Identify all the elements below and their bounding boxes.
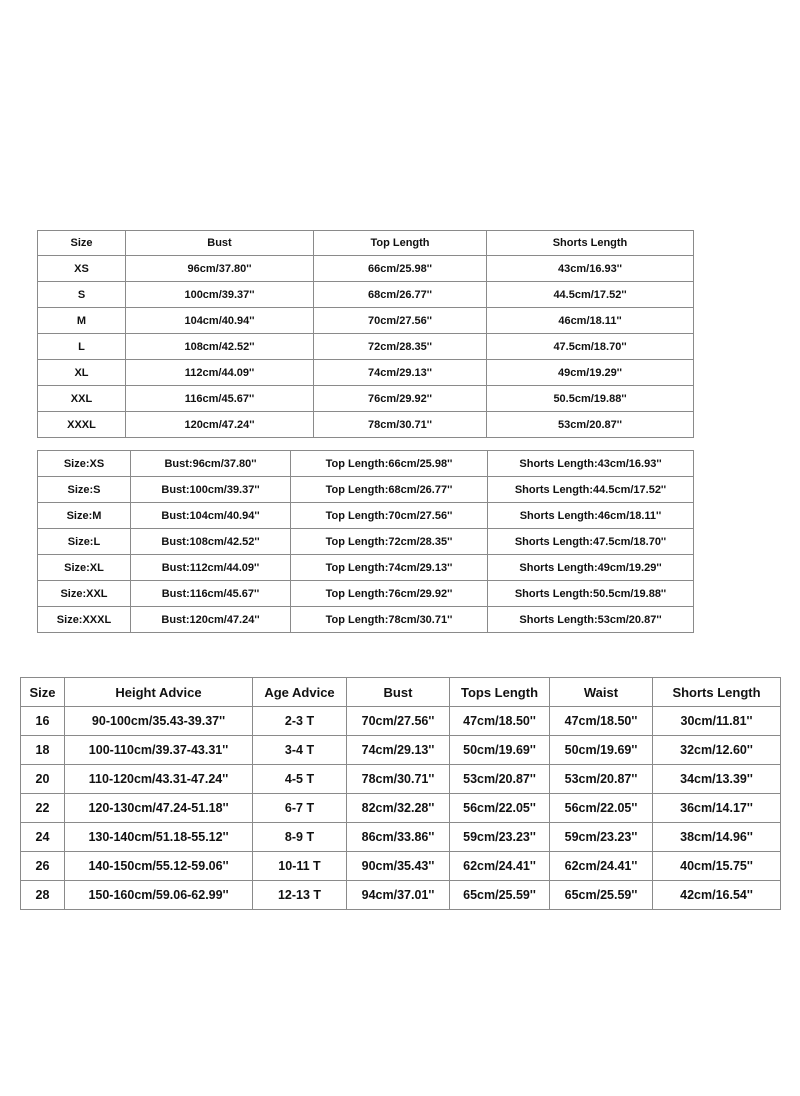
table-cell: Shorts Length:50.5cm/19.88'' xyxy=(488,581,694,607)
table-cell: 65cm/25.59'' xyxy=(450,881,550,910)
table-cell: 22 xyxy=(21,794,65,823)
header-cell: Size xyxy=(38,231,126,256)
table-row xyxy=(38,360,694,386)
header-cell: Bust xyxy=(126,231,314,256)
table-cell: Top Length:78cm/30.71'' xyxy=(291,607,488,633)
table-cell: 70cm/27.56'' xyxy=(314,308,487,334)
table-cell: L xyxy=(38,334,126,360)
header-cell: Waist xyxy=(550,678,653,707)
table-cell: 90cm/35.43'' xyxy=(347,852,450,881)
header-cell: Size xyxy=(21,678,65,707)
table-cell: Size:M xyxy=(38,503,131,529)
table-row xyxy=(38,555,694,581)
table-cell: 40cm/15.75'' xyxy=(653,852,781,881)
table-cell: Size:XL xyxy=(38,555,131,581)
table-row xyxy=(38,607,694,633)
table-cell: 4-5 T xyxy=(253,765,347,794)
table-row xyxy=(38,477,694,503)
table-cell: 78cm/30.71'' xyxy=(347,765,450,794)
table-cell: Top Length:76cm/29.92'' xyxy=(291,581,488,607)
table-cell: XXL xyxy=(38,386,126,412)
table-cell: XS xyxy=(38,256,126,282)
table-cell: 47cm/18.50'' xyxy=(550,707,653,736)
table-cell: 53cm/20.87'' xyxy=(550,765,653,794)
table-cell: 72cm/28.35'' xyxy=(314,334,487,360)
table-cell: Top Length:68cm/26.77'' xyxy=(291,477,488,503)
header-cell: Age Advice xyxy=(253,678,347,707)
table-cell: Top Length:74cm/29.13'' xyxy=(291,555,488,581)
table-row xyxy=(38,386,694,412)
adult-labeled-size-table xyxy=(37,450,694,633)
table-cell: 38cm/14.96'' xyxy=(653,823,781,852)
table-cell: XXXL xyxy=(38,412,126,438)
table-cell: Shorts Length:49cm/19.29'' xyxy=(488,555,694,581)
table-cell: 43cm/16.93'' xyxy=(487,256,694,282)
table-cell: Bust:112cm/44.09'' xyxy=(131,555,291,581)
table-row xyxy=(21,852,781,881)
header-cell: Tops Length xyxy=(450,678,550,707)
table-cell: 56cm/22.05'' xyxy=(550,794,653,823)
table-cell: 150-160cm/59.06-62.99'' xyxy=(65,881,253,910)
table-cell: 24 xyxy=(21,823,65,852)
table-cell: 28 xyxy=(21,881,65,910)
table-cell: 56cm/22.05'' xyxy=(450,794,550,823)
table-row xyxy=(21,736,781,765)
table-cell: Top Length:66cm/25.98'' xyxy=(291,451,488,477)
table-cell: 74cm/29.13'' xyxy=(347,736,450,765)
table-cell: 50cm/19.69'' xyxy=(450,736,550,765)
table-cell: 120-130cm/47.24-51.18'' xyxy=(65,794,253,823)
table-cell: 34cm/13.39'' xyxy=(653,765,781,794)
header-cell: Top Length xyxy=(314,231,487,256)
table-cell: 53cm/20.87'' xyxy=(450,765,550,794)
table-row xyxy=(21,794,781,823)
table-cell: Top Length:70cm/27.56'' xyxy=(291,503,488,529)
table-row xyxy=(21,765,781,794)
table-cell: 62cm/24.41'' xyxy=(450,852,550,881)
header-cell: Bust xyxy=(347,678,450,707)
table-cell: 110-120cm/43.31-47.24'' xyxy=(65,765,253,794)
table-cell: Size:XXXL xyxy=(38,607,131,633)
table-cell: 78cm/30.71'' xyxy=(314,412,487,438)
table-cell: 8-9 T xyxy=(253,823,347,852)
table-cell: Shorts Length:46cm/18.11'' xyxy=(488,503,694,529)
header-cell: Shorts Length xyxy=(653,678,781,707)
table-cell: 49cm/19.29'' xyxy=(487,360,694,386)
table-row xyxy=(21,707,781,736)
header-cell: Shorts Length xyxy=(487,231,694,256)
table-cell: 53cm/20.87'' xyxy=(487,412,694,438)
table-row xyxy=(38,334,694,360)
table-cell: Bust:116cm/45.67'' xyxy=(131,581,291,607)
table-cell: 82cm/32.28'' xyxy=(347,794,450,823)
table-cell: 16 xyxy=(21,707,65,736)
table-cell: Shorts Length:47.5cm/18.70'' xyxy=(488,529,694,555)
table-cell: 18 xyxy=(21,736,65,765)
table-cell: Shorts Length:43cm/16.93'' xyxy=(488,451,694,477)
table-cell: 50cm/19.69'' xyxy=(550,736,653,765)
table-row xyxy=(38,581,694,607)
table-cell: 100cm/39.37'' xyxy=(126,282,314,308)
table-cell: 65cm/25.59'' xyxy=(550,881,653,910)
table-cell: 104cm/40.94'' xyxy=(126,308,314,334)
table-row xyxy=(21,823,781,852)
table-cell: 2-3 T xyxy=(253,707,347,736)
table-cell: 86cm/33.86'' xyxy=(347,823,450,852)
table-cell: 68cm/26.77'' xyxy=(314,282,487,308)
table-cell: 100-110cm/39.37-43.31'' xyxy=(65,736,253,765)
table-cell: 130-140cm/51.18-55.12'' xyxy=(65,823,253,852)
adult-size-table xyxy=(37,230,694,438)
table-row xyxy=(38,412,694,438)
table-row xyxy=(21,881,781,910)
table-cell: 120cm/47.24'' xyxy=(126,412,314,438)
table-cell: 44.5cm/17.52'' xyxy=(487,282,694,308)
table-cell: 32cm/12.60'' xyxy=(653,736,781,765)
kids-size-table xyxy=(20,677,781,910)
table-cell: M xyxy=(38,308,126,334)
table-row xyxy=(38,308,694,334)
table-cell: 20 xyxy=(21,765,65,794)
table-cell: Shorts Length:53cm/20.87'' xyxy=(488,607,694,633)
table-cell: Shorts Length:44.5cm/17.52'' xyxy=(488,477,694,503)
table-cell: Size:S xyxy=(38,477,131,503)
table-cell: 140-150cm/55.12-59.06'' xyxy=(65,852,253,881)
table-cell: 6-7 T xyxy=(253,794,347,823)
table-cell: 62cm/24.41'' xyxy=(550,852,653,881)
table-cell: 94cm/37.01'' xyxy=(347,881,450,910)
table-cell: 42cm/16.54'' xyxy=(653,881,781,910)
table-cell: Size:XXL xyxy=(38,581,131,607)
table-cell: 112cm/44.09'' xyxy=(126,360,314,386)
table-cell: 46cm/18.11'' xyxy=(487,308,694,334)
table-cell: 59cm/23.23'' xyxy=(550,823,653,852)
table-cell: 66cm/25.98'' xyxy=(314,256,487,282)
table-row xyxy=(38,256,694,282)
table-cell: 50.5cm/19.88'' xyxy=(487,386,694,412)
table-cell: Top Length:72cm/28.35'' xyxy=(291,529,488,555)
table-cell: 3-4 T xyxy=(253,736,347,765)
table-cell: Size:XS xyxy=(38,451,131,477)
table-row xyxy=(38,282,694,308)
table-cell: 108cm/42.52'' xyxy=(126,334,314,360)
table-cell: XL xyxy=(38,360,126,386)
table-row xyxy=(38,451,694,477)
table-cell: 59cm/23.23'' xyxy=(450,823,550,852)
table-cell: Size:L xyxy=(38,529,131,555)
table-cell: Bust:96cm/37.80'' xyxy=(131,451,291,477)
table-cell: 76cm/29.92'' xyxy=(314,386,487,412)
table-cell: 30cm/11.81'' xyxy=(653,707,781,736)
table-header-row xyxy=(21,678,781,707)
table-cell: 36cm/14.17'' xyxy=(653,794,781,823)
table-cell: 47.5cm/18.70'' xyxy=(487,334,694,360)
table-cell: S xyxy=(38,282,126,308)
table-row xyxy=(38,529,694,555)
table-cell: Bust:104cm/40.94'' xyxy=(131,503,291,529)
table-cell: 12-13 T xyxy=(253,881,347,910)
table-cell: Bust:108cm/42.52'' xyxy=(131,529,291,555)
table-cell: 96cm/37.80'' xyxy=(126,256,314,282)
table-cell: 26 xyxy=(21,852,65,881)
table-cell: Bust:120cm/47.24'' xyxy=(131,607,291,633)
table-cell: Bust:100cm/39.37'' xyxy=(131,477,291,503)
table-cell: 90-100cm/35.43-39.37'' xyxy=(65,707,253,736)
table-row xyxy=(38,503,694,529)
table-cell: 47cm/18.50'' xyxy=(450,707,550,736)
table-header-row xyxy=(38,231,694,256)
table-cell: 10-11 T xyxy=(253,852,347,881)
table-cell: 70cm/27.56'' xyxy=(347,707,450,736)
header-cell: Height Advice xyxy=(65,678,253,707)
table-cell: 116cm/45.67'' xyxy=(126,386,314,412)
table-cell: 74cm/29.13'' xyxy=(314,360,487,386)
